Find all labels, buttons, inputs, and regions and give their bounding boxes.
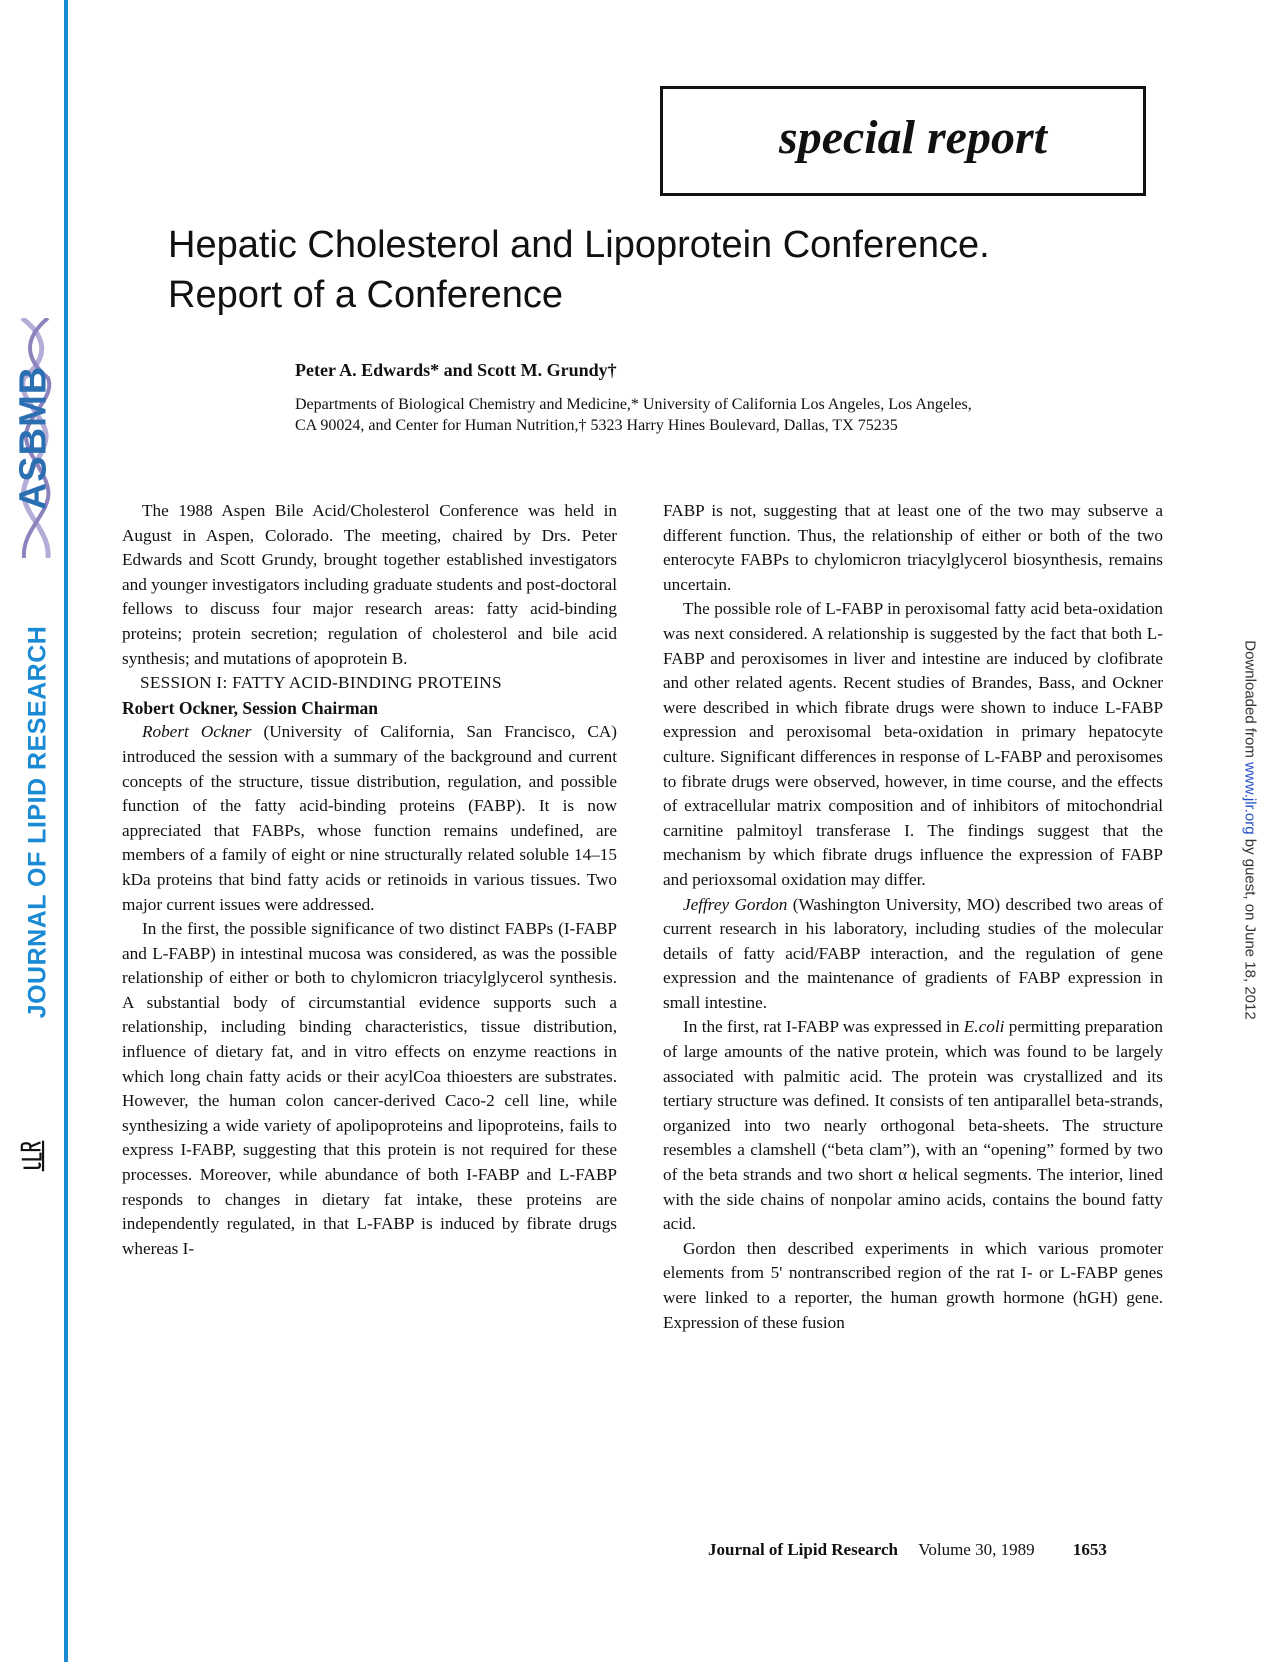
right-column: [663, 499, 1163, 1335]
download-note-prefix: Downloaded from: [1241, 640, 1259, 763]
download-note: [1242, 640, 1259, 1019]
speaker-name: Robert Ockner: [142, 722, 252, 742]
session-chair-heading: Robert Ockner, Session Chairman: [122, 697, 379, 718]
asbmb-logo: [4, 318, 60, 558]
paragraph-text: (Washington University, MO) described two areas of current research in his laboratory, including studies of the molecular details of fatty acid/FABP interaction, and the regulation of gene expression and the maintenance of gradients of FABP expression in small intestine.: [663, 894, 1163, 1012]
blue-margin-line: [64, 0, 68, 1662]
article-authors: Peter A. Edwards* and Scott M. Grundy†: [295, 360, 617, 380]
page-number: 1653: [1072, 1540, 1107, 1559]
special-report-box: [660, 86, 1146, 196]
session-heading: SESSION I: FATTY ACID-BINDING PROTEINS: [140, 673, 502, 693]
paragraph-text: In the first, rat I-FABP was expressed in: [683, 1017, 964, 1037]
footer-journal: Journal of Lipid Research: [708, 1540, 899, 1559]
promoter-paragraph: Gordon then described experiments in which various promoter elements from 5' nontranscribed region of the rat I- or L-FABP genes were linked to a reporter, the human growth hormone (hGH) gene. Expression of these fusion: [663, 1238, 1163, 1332]
title-line: Hepatic Cholesterol and Lipoprotein Conference.: [168, 224, 990, 266]
asbmb-logo-text: ASBMB: [12, 365, 55, 511]
download-note-suffix: by guest, on June 18, 2012: [1241, 834, 1259, 1020]
page-footer: [708, 1540, 1107, 1560]
title-line: Report of a Conference: [168, 274, 564, 316]
gordon-paragraph: [663, 893, 1163, 1016]
article-title: [168, 220, 1128, 320]
ockner-paragraph: [122, 720, 617, 917]
continuation-paragraph: FABP is not, suggesting that at least one of the two may subserve a different function. Thus, the relationship of either or both of the two enterocyte FABPs to chylomicron triacylglycerol biosynthesis, remains uncertain.: [663, 501, 1163, 594]
paragraph-text: (University of California, San Francisco, CA) introduced the session with a summary of the background and current concepts of the structure, tissue distribution, regulation, and possible function of the fatty acid-binding proteins (FABP). It is now appreciated that FABPs, whose function remains undefined, are members of a family of eight or nine structurally related soluble 14–15 kDa proteins that bind fatty acids or retinoids in various tissues. Two major current issues were addressed.: [122, 722, 617, 914]
speaker-name: Jeffrey Gordon: [683, 894, 788, 914]
affiliation-line: Departments of Biological Chemistry and Medicine,* University of California Los Angeles, Los Angeles,: [295, 396, 972, 413]
left-column: [122, 499, 617, 1261]
journal-name-vertical: JOURNAL OF LIPID RESEARCH: [23, 625, 52, 1019]
peroxisomal-paragraph: The possible role of L-FABP in peroxisomal fatty acid beta-oxidation was next considered. A relationship is suggested by the fact that both L-FABP and peroxisomes in liver and intestine are induced by clofibrate and other related agents. Recent studies of Brandes, Bass, and Ockner were described in which fibrate drugs were shown to induce L-FABP expression and peroxisomal beta-oxidation in primary hepatocyte culture. Significant differences in response of L-FABP and peroxisomes to fibrate drugs were observed, however, in time course, and the effects of extracellular matrix composition and of inhibitors of mitochondrial carnitine palmitoyl transferase I. The findings suggest that the mechanism by which fibrate drugs influence the expression of FABP and perioxsomal oxidation may differ.: [663, 599, 1163, 889]
download-link[interactable]: www.jlr.org: [1241, 762, 1259, 835]
jlr-mark-icon: [8, 1136, 56, 1176]
paragraph-text: permitting preparation of large amounts of the native protein, which was found to be largely associated with palmitic acid. The protein was crystallized and its tertiary structure was defined. It consists of ten antiparallel beta-strands, organized into two nearly orthogonal beta-sheets. The structure resembles a clamshell (“beta clam”), with an “opening” formed by two of the beta strands and two short α helical segments. The interior, lined with the side chains of nonpolar amino acids, contains the bound fatty acid.: [663, 1017, 1163, 1234]
affiliation-line: CA 90024, and Center for Human Nutrition,† 5323 Harry Hines Boulevard, Dallas, TX 75235: [295, 417, 898, 434]
footer-volume: Volume 30, 1989: [918, 1540, 1035, 1559]
intro-paragraph: The 1988 Aspen Bile Acid/Cholesterol Conference was held in August in Aspen, Colorado. The meeting, chaired by Drs. Peter Edwards and Scott Grundy, brought together established investigators and younger investigators including graduate students and post-doctoral fellows to discuss four major research areas: fatty acid-binding proteins; protein secretion; regulation of cholesterol and bile acid synthesis; and mutations of apoprotein B.: [122, 501, 617, 668]
ecoli-paragraph: [663, 1015, 1163, 1236]
first-issue-paragraph: In the first, the possible significance of two distinct FABPs (I-FABP and L-FABP) in intestinal mucosa was considered, as was the possible relationship of either or both to chylomicron triacylglycerol synthesis. A substantial body of circumstantial evidence supports such a relationship, including binding characteristics, tissue distribution, influence of dietary fat, and in vitro effects on enzyme reactions in which long chain fatty acids or their acylCoa thioesters are substrates. However, the human colon cancer-derived Caco-2 cell line, while synthesizing a wide variety of apolipoproteins and lipoproteins, fails to express I-FABP, suggesting that this protein is not required for these processes. Moreover, while abundance of both I-FABP and L-FABP responds to changes in dietary fat intake, these proteins are independently regulated, in that L-FABP is induced by fibrate drugs whereas I-: [122, 919, 617, 1258]
journal-side-strip: [0, 0, 68, 1662]
jlr-monogram-icon: [15, 1139, 49, 1173]
author-affiliation: [295, 394, 1155, 436]
special-report-label: special report: [779, 110, 1047, 164]
organism-name: E.coli: [963, 1017, 1005, 1037]
